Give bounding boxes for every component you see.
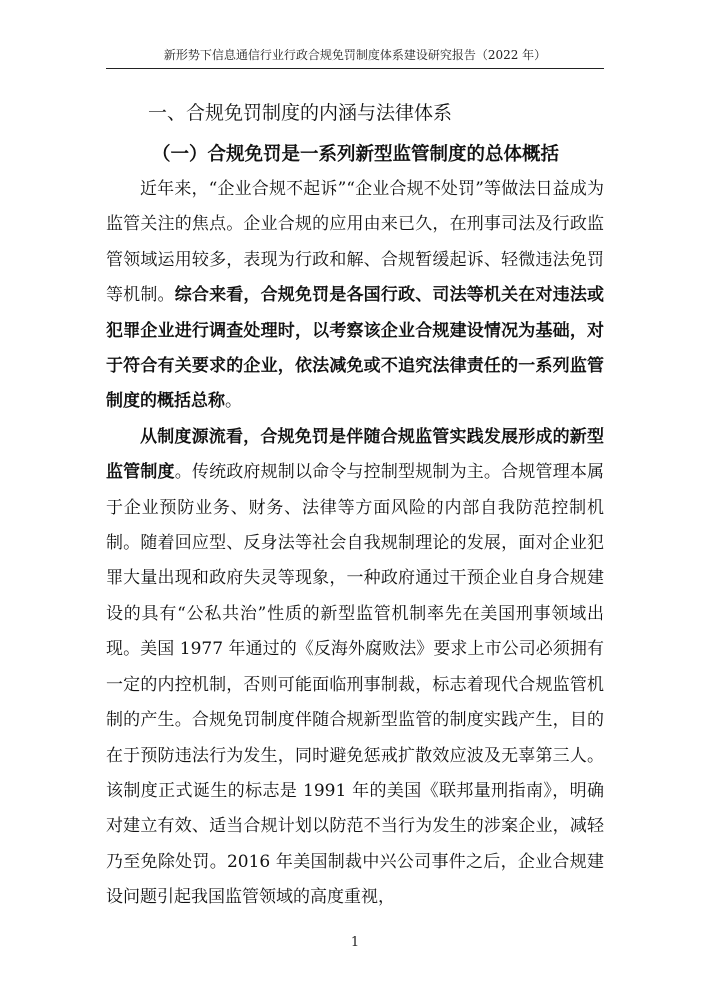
body-text [106,172,604,916]
paragraph-1-end: 。 [225,391,242,412]
section-heading: 一、合规免罚制度的内涵与法律体系 [148,102,453,124]
paragraph-2-text: 。传统政府规制以命令与控制型规制为主。合规管理本属于企业预防业务、财务、法律等方面风险的内部自我防范控制机制。随着回应型、反身法等社会自我规制理论的发展，面对企业犯罪大量出现和政府失灵等现象，一种政府通过干预企业自身合规建设的具有“公私共治”性质的新型监管机制率先在美国刑事领域出现。美国 1977 年通过的《反海外腐败法》要求上市公司必须拥有一定的内控机制，否则可能面临刑事制裁，标志着现代合规监管机制的产生。合规免罚制度伴随合规新型监管的制度实践产生，目的在于预防违法行为发生，同时避免惩戒扩散效应波及无辜第三人。该制度正式诞生的标志是 1991 年的美国《联邦量刑指南》，明确对建立有效、适当合规计划以防范不当行为发生的涉案企业，减轻乃至免除处罚。2016 年美国制裁中兴公司事件之后，企业合规建设问题引起我国监管领域的高度重视， [106,462,605,908]
header-divider [106,68,604,69]
paragraph-1-emphasis: 综合来看，合规免罚是各国行政、司法等机关在对违法或犯罪企业进行调查处理时，以考察该企业合规建设情况为基础，对于符合有关要求的企业，依法减免或不追究法律责任的一系列监管制度的概括总称 [106,285,605,412]
paragraph-2-emphasis: 从制度源流看，合规免罚是伴随合规监管实践发展形成的新型监管制度 [106,426,604,483]
paragraph-1-text: 近年来，“企业合规不起诉”“企业合规不处罚”等做法日益成为监管关注的焦点。企业合规的应用由来已久，在刑事司法及行政监管领域运用较多，表现为行政和解、合规暂缓起诉、轻微违法免罚等机制。 [106,179,604,306]
subsection-heading: （一）合规免罚是一系列新型监管制度的总体概括 [152,144,560,165]
running-header: 新形势下信息通信行业行政合规免罚制度体系建设研究报告（2022 年） [163,48,547,62]
page-number: 1 [350,935,360,950]
paragraph-2 [106,420,604,916]
paragraph-1 [106,172,604,420]
